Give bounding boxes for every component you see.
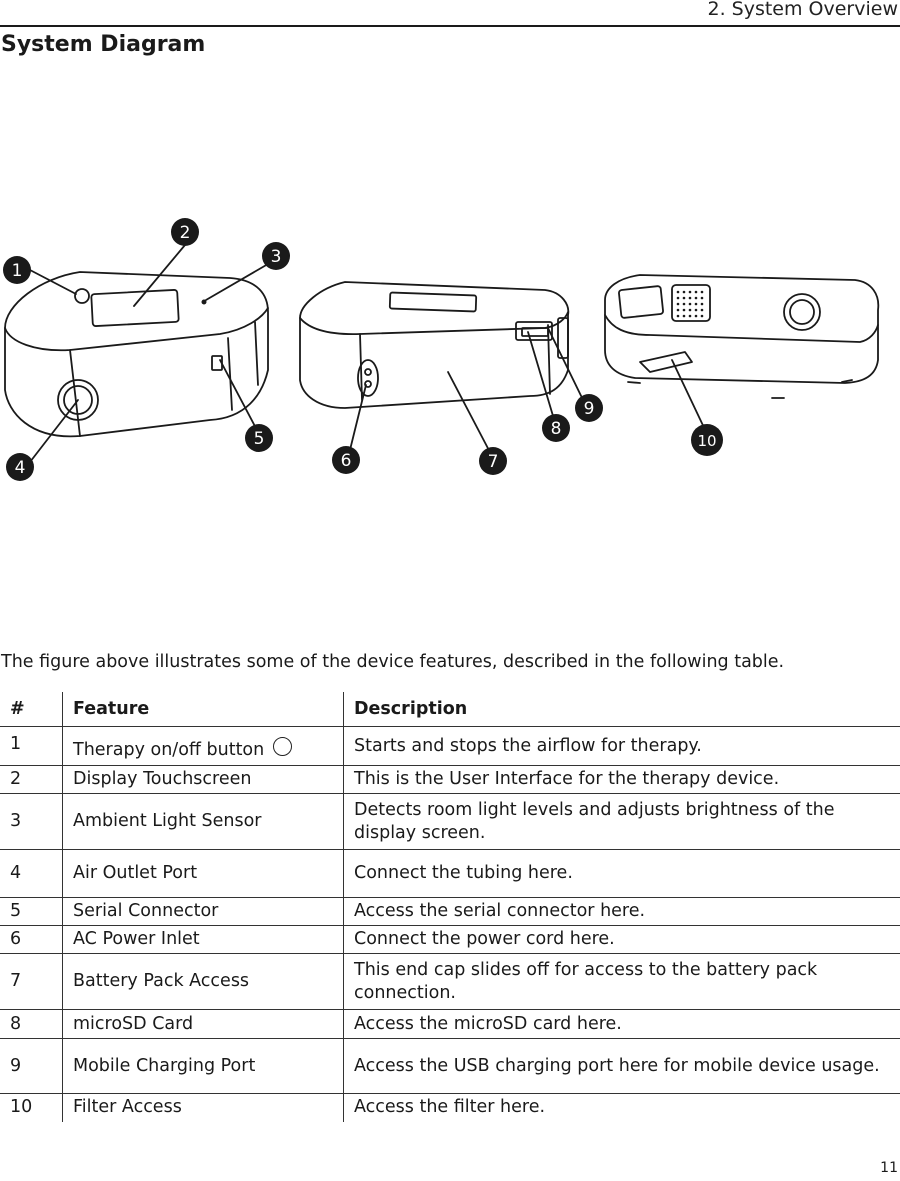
- row-description: This is the User Interface for the therapy device.: [344, 766, 900, 794]
- callout-4: [6, 453, 34, 481]
- row-number: 6: [0, 926, 63, 954]
- row-number: 7: [0, 954, 63, 1010]
- svg-text:7: 7: [487, 452, 499, 472]
- row-feature: Mobile Charging Port: [63, 1039, 344, 1094]
- device-back-view: [300, 282, 568, 408]
- row-description: Access the microSD card here.: [344, 1010, 900, 1039]
- table-row: [0, 850, 900, 898]
- svg-text:3: 3: [270, 247, 282, 267]
- feature-table: [0, 692, 900, 1122]
- callout-3: [262, 242, 290, 270]
- row-feature: microSD Card: [63, 1010, 344, 1039]
- header-divider: [0, 25, 900, 27]
- figure-caption: The figure above illustrates some of the device features, described in the following table.: [1, 652, 785, 672]
- row-feature: [63, 727, 344, 766]
- device-front-view: [5, 272, 268, 436]
- table-header-row: [0, 692, 900, 727]
- row-number: 4: [0, 850, 63, 898]
- callout-7: [479, 447, 507, 475]
- row-description: Starts and stops the airflow for therapy.: [344, 727, 900, 766]
- callout-5: [245, 424, 273, 452]
- table-row: [0, 727, 900, 766]
- table-row: [0, 898, 900, 926]
- row-feature: Air Outlet Port: [63, 850, 344, 898]
- row-description: Access the serial connector here.: [344, 898, 900, 926]
- row-description: Access the USB charging port here for mobile device usage.: [344, 1039, 900, 1094]
- power-button-icon: [273, 737, 292, 756]
- row-description: Detects room light levels and adjusts brightness of the display screen.: [344, 794, 900, 850]
- row-number: 2: [0, 766, 63, 794]
- row-number: 1: [0, 727, 63, 766]
- row-feature: Display Touchscreen: [63, 766, 344, 794]
- row-feature: Serial Connector: [63, 898, 344, 926]
- feature-label: Therapy on/off button: [73, 739, 265, 760]
- page-number: 11: [880, 1160, 898, 1176]
- row-number: 9: [0, 1039, 63, 1094]
- device-diagram: [0, 200, 900, 500]
- row-number: 8: [0, 1010, 63, 1039]
- svg-text:10: 10: [697, 432, 717, 450]
- table-row: [0, 766, 900, 794]
- callout-1: [3, 256, 31, 284]
- svg-text:9: 9: [583, 399, 595, 419]
- row-number: 10: [0, 1094, 63, 1122]
- svg-text:6: 6: [340, 451, 352, 471]
- svg-text:4: 4: [14, 458, 26, 478]
- device-underside-view: [605, 275, 878, 398]
- section-title: System Diagram: [1, 32, 206, 57]
- callout-9: [575, 394, 603, 422]
- row-number: 5: [0, 898, 63, 926]
- column-header-number: #: [10, 698, 25, 719]
- table-row: [0, 954, 900, 1010]
- svg-text:5: 5: [253, 429, 265, 449]
- table-row: [0, 1010, 900, 1039]
- column-header-feature: Feature: [63, 692, 344, 727]
- table-row: [0, 1039, 900, 1094]
- callout-8: [542, 414, 570, 442]
- row-description: Connect the power cord here.: [344, 926, 900, 954]
- svg-text:2: 2: [179, 223, 191, 243]
- svg-text:8: 8: [550, 419, 562, 439]
- row-description: Access the filter here.: [344, 1094, 900, 1122]
- column-header-description: Description: [344, 692, 900, 727]
- table-row: [0, 1094, 900, 1122]
- row-feature: AC Power Inlet: [63, 926, 344, 954]
- filter-vent-pattern: [677, 291, 704, 318]
- table-row: [0, 926, 900, 954]
- row-feature: Ambient Light Sensor: [63, 794, 344, 850]
- callout-10: [691, 424, 723, 456]
- callout-2: [171, 218, 199, 246]
- running-header: 2. System Overview: [707, 0, 898, 20]
- row-description: Connect the tubing here.: [344, 850, 900, 898]
- callout-6: [332, 446, 360, 474]
- svg-text:1: 1: [11, 261, 23, 281]
- row-description: This end cap slides off for access to the battery pack connection.: [344, 954, 900, 1010]
- table-row: [0, 794, 900, 850]
- row-feature: Filter Access: [63, 1094, 344, 1122]
- row-number: 3: [0, 794, 63, 850]
- row-feature: Battery Pack Access: [63, 954, 344, 1010]
